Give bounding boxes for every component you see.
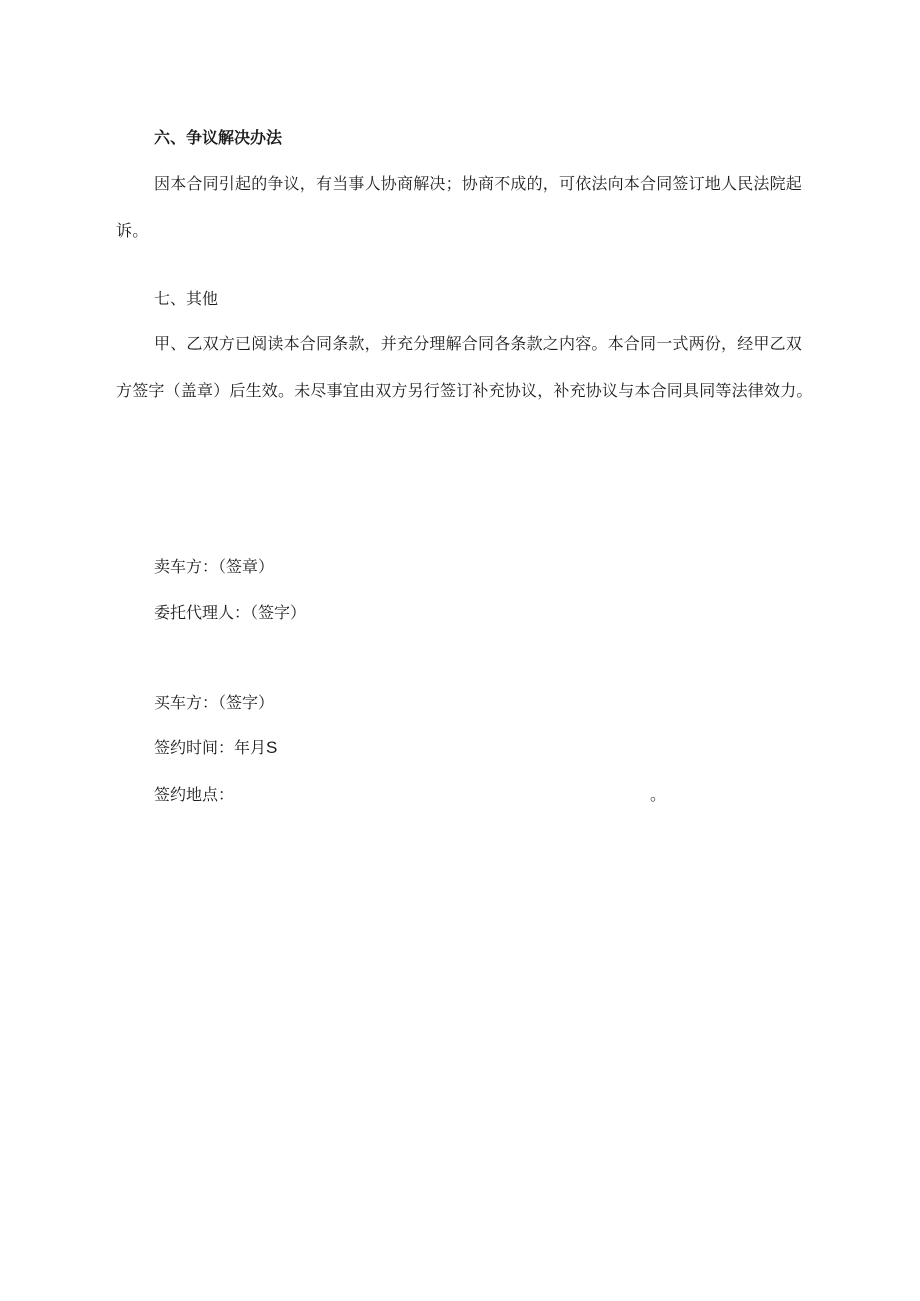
sign-place-end-mark: 。 xyxy=(650,785,667,804)
sign-time-suffix: S xyxy=(266,738,278,757)
section-7-heading: 七、其他 xyxy=(154,289,219,308)
sign-time-label: 签约时间：年月 xyxy=(154,738,267,757)
section-7-body: 甲、乙双方已阅读本合同条款，并充分理解合同各条款之内容。本合同一式两份，经甲乙双方签字（盖章）后生效。未尽事宜由双方另行签订补充协议，补充协议与本合同具同等法律效力。 xyxy=(116,334,813,400)
section-6-body: 因本合同引起的争议，有当事人协商解决；协商不成的，可依法向本合同签订地人民法院起诉。 xyxy=(116,174,803,240)
buyer-signature-line: 买车方：（签字） xyxy=(154,693,275,712)
agent-signature-line: 委托代理人：（签字） xyxy=(154,603,307,622)
section-6-heading: 六、争议解决办法 xyxy=(154,128,283,147)
sign-place-line: 签约地点： xyxy=(154,785,235,804)
sign-time-line xyxy=(154,738,277,758)
seller-signature-line: 卖车方：（签章） xyxy=(154,557,275,576)
